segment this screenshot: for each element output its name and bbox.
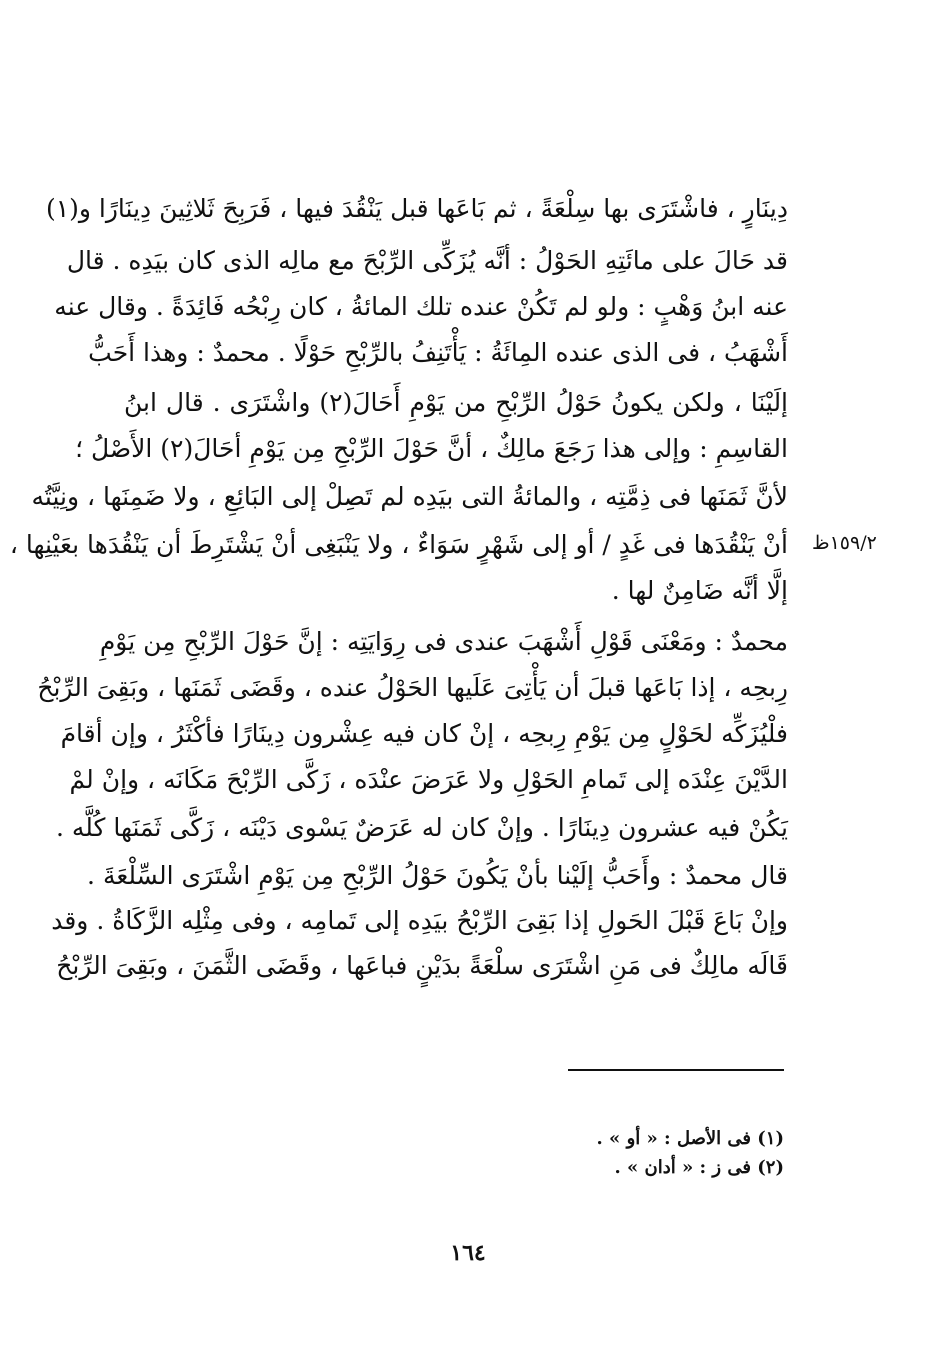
text-line: محمدٌ : ومَعْنَى قَوْلِ أَشْهَبَ عندى فى رِوَايَتِه : إنَّ حَوْلَ الرِّبْحِ مِن يَوْمِ: [99, 627, 788, 656]
text-line: قال محمدٌ : وأَحَبُّ إلَيْنا بأنْ يَكُونَ حَوْلُ الرِّبْحِ مِن يَوْمِ اشْتَرَى السِّلْعَةَ .: [87, 861, 788, 890]
footnote-separator: [568, 1069, 784, 1071]
text-line: لأنَّ ثَمَنَها فى ذِمَّتِه ، والمائةُ التى بيَدِه لم تَصِلْ إلى البَائِعِ ، ولا ضَمِنَها ، ونِيَّتُه: [31, 482, 788, 511]
text-line: فلْيُزَكِّه لحَوْلٍ مِن يَوْمِ رِبحِه ، إنْ كان فيه عِشْرون دِينَارًا فأكْثَرُ ، وإن أقامَ: [60, 719, 788, 748]
text-line: أَشْهَبُ ، فى الذى عنده المِائَةُ : يَأْتَنِفُ بالرِّبْحِ حَوْلًا . محمدٌ : وهذا أَحَبُّ: [88, 338, 788, 367]
text-line: إلَّا أنَّه ضَامِنٌ لها .: [611, 576, 788, 605]
text-line: يَكُنْ فيه عشرون دِينَارًا . وإنْ كان له عَرَضٌ يَسْوى دَيْنَه ، زَكَّى ثَمَنَها كُلَّه .: [55, 813, 788, 842]
text-line: القاسِمِ : وإلى هذا رَجَعَ مالِكٌ ، أنَّ حَوْلَ الرِّبْحِ مِن يَوْمِ أحَالَ(٢) الأَصْلُ ؛: [75, 434, 788, 463]
text-line: إلَيْنَا ، ولكن يكونُ حَوْلُ الرِّبْحِ من يَوْمِ أَحَالَ(٢) واشْتَرَى . قال ابنُ: [124, 388, 789, 417]
text-line: قَالَه مالِكٌ فى مَنِ اشْتَرَى سلْعَةً بدَيْنٍ فباعَها ، وقَضَى الثَّمَنَ ، وبَقِىَ الرِّبْحُ: [56, 951, 788, 980]
margin-folio-note: ١٥٩/٢ظ: [812, 532, 877, 554]
text-line: أنْ يَنْقُدَها فى غَدٍ / أو إلى شَهْرٍ سَوَاءٌ ، ولا يَنْبَغِى أنْ يَشْتَرِطَ أن يَنْقُدَها بعَيْنِها ،: [9, 530, 788, 559]
text-line: الدَّيْنَ عِنْدَه إلى تَمامِ الحَوْلِ ولا عَرَضَ عنْدَه ، زَكَّى الرِّبْحَ مَكَانَه ، وإنْ لمْ: [69, 765, 788, 794]
page-number: ١٦٤: [450, 1240, 486, 1266]
text-line: رِبحِه ، إذا بَاعَها قبلَ أن يَأْتِىَ عَلَيها الحَوْلُ عنده ، وقَضَى ثَمَنَها ، وبَقِىَ الرِّبْحُ: [37, 673, 788, 702]
footnote: (٢) فى ز : « أدان » .: [614, 1157, 784, 1178]
text-line: دِينَارٍ ، فاشْتَرَى بها سِلْعَةً ، ثم بَاعَها قبل يَنْقُدَ فيها ، فَرَبِحَ ثَلاثِينَ دِينَارًا و(١): [45, 194, 788, 223]
text-line: قد حَالَ على مائَتِهِ الحَوْلُ : أنَّه يُزَكِّى الرِّبْحَ مع مالِه الذى كان بيَدِه . قال: [66, 246, 788, 275]
text-line: عنه ابنُ وَهْبٍ : ولو لم تَكُنْ عنده تلك المائةُ ، كان رِبْحُه فَائِدَةً . وقال عنه: [54, 292, 788, 321]
text-line: وإنْ بَاعَ قَبْلَ الحَولِ إذا بَقِىَ الرِّبْحُ بيَدِه إلى تَمامِه ، وفى مِثْلِه الزَّكَاةُ . وقد: [51, 906, 788, 935]
footnote: (١) فى الأصل : « أو » .: [596, 1128, 784, 1149]
